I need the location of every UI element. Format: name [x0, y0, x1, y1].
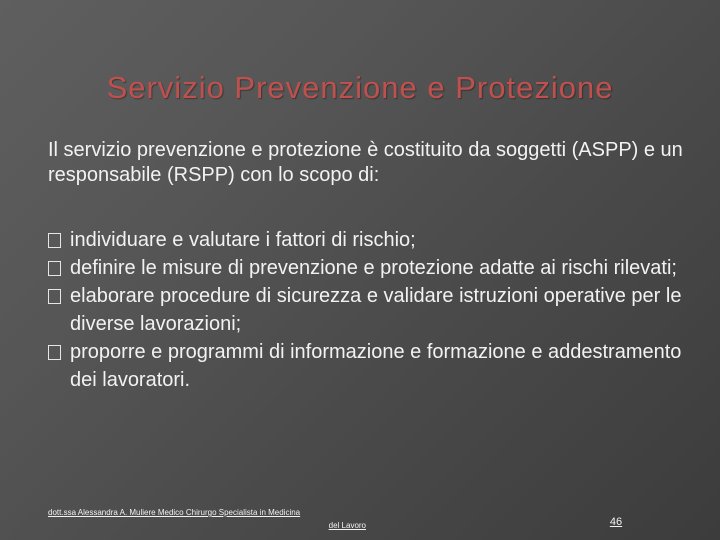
- footer-line1: dott.ssa Alessandra A. Muliere Medico Chirurgo Specialista in Medicina: [48, 508, 301, 517]
- bullet-text: elaborare procedure di sicurezza e validare istruzioni operative per le diverse lavorazioni;: [70, 285, 682, 335]
- box-bullet-icon: [48, 289, 61, 304]
- bullet-text: proporre e programmi di informazione e formazione e addestramento dei lavoratori.: [70, 341, 682, 391]
- bullet-text: individuare e valutare i fattori di rischio;: [70, 229, 416, 251]
- page-number[interactable]: 46: [609, 516, 623, 528]
- intro-paragraph: Il servizio prevenzione e protezione è costituito da soggetti (ASPP) e un responsabile (RSPP) con lo scopo di:: [48, 139, 683, 186]
- footer-line2: del Lavoro: [328, 521, 366, 530]
- footer-author[interactable]: [48, 506, 366, 532]
- box-bullet-icon: [48, 345, 61, 360]
- box-bullet-icon: [48, 233, 61, 248]
- list-item: [48, 282, 688, 338]
- list-item: [48, 226, 688, 254]
- slide-title: Servizio Prevenzione e Protezione: [106, 70, 614, 105]
- bullet-text: definire le misure di prevenzione e protezione adatte ai rischi rilevati;: [70, 257, 677, 279]
- list-item: [48, 338, 688, 394]
- box-bullet-icon: [48, 261, 61, 276]
- bullet-list: [48, 226, 688, 394]
- list-item: [48, 254, 688, 282]
